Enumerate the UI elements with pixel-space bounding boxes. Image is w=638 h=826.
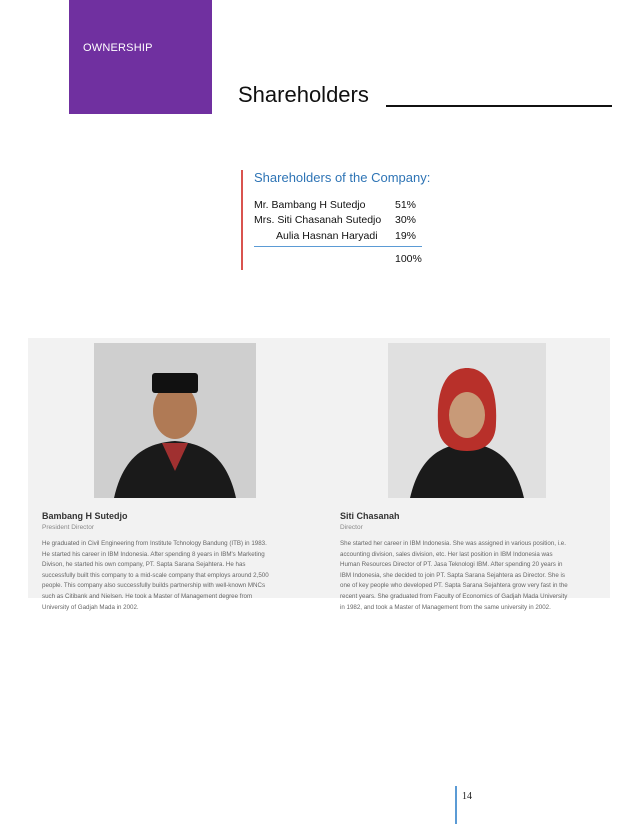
profile-bio: He graduated in Civil Engineering from Institute Tchnology Bandung (ITB) in 1983. He started his career in IBM Indonesia. After spending 8 years in IBM's Marketing Divison, he started his own company, PT. Sapta Sarana Sejahtera. He has successfully built this company to a mid-scale company that employs around 2,500 people. This company also successfully builds partnership with well-known MNCs such as Citibank and Nielsen. He took a Master of Management degree from University of Gadjah Mada in 2002. — [42, 540, 269, 611]
section-header-block — [69, 0, 212, 114]
director-profiles-panel — [28, 338, 610, 611]
page-number-rule — [455, 786, 457, 824]
shareholder-name: Aulia Hasnan Haryadi — [276, 230, 378, 242]
shareholder-total: 100% — [395, 253, 422, 265]
section-label: OWNERSHIP — [83, 42, 153, 54]
profile-name: Siti Chasanah — [340, 511, 400, 521]
title-underline — [386, 105, 612, 107]
shareholder-name: Mrs. Siti Chasanah Sutedjo — [254, 214, 382, 226]
portrait-photo — [94, 343, 256, 498]
shareholder-percent: 30% — [395, 214, 417, 226]
profile-name: Bambang H Sutedjo — [42, 511, 128, 521]
page-title: Shareholders — [238, 82, 369, 107]
profile-bio: She started her career in IBM Indonesia. She was assigned in various position, i.e. accounting division, sales division, etc. Her last position in IBM Indonesia was Human Resources Director of PT. Jasa Teknologi IBM. After spending 20 years in IBM Indonesia, she decided to join PT. Sapta Sarana Sejahtera as Director. She is one of key people who developed PT. Sapta Sarana Sejahtera grow very fast in the recent years. She graduated from Faculty of Economics of Gadjah Mada University in 1982, and took a Master of Management from the same university in 2002. — [340, 540, 568, 611]
total-rule — [254, 246, 422, 247]
profile-role: President Director — [42, 524, 95, 531]
portrait-photo — [388, 343, 546, 498]
profile-role: Director — [340, 524, 363, 531]
shareholder-percent: 51% — [395, 199, 417, 211]
shareholder-name: Mr. Bambang H Sutedjo — [254, 199, 366, 211]
shareholder-percent: 19% — [395, 230, 417, 242]
shareholders-heading: Shareholders of the Company: — [254, 170, 431, 185]
page-number: 14 — [462, 791, 472, 802]
accent-bar — [241, 170, 243, 270]
